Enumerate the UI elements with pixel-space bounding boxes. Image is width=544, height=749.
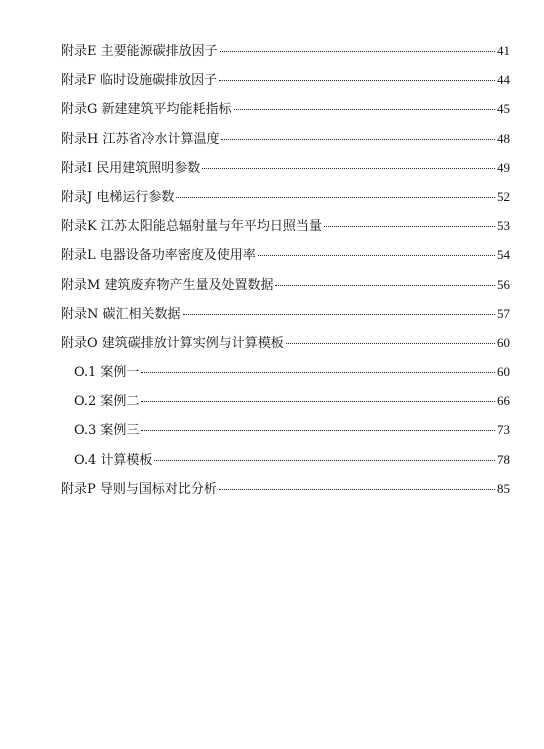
toc-entry-appendix-i[interactable]: [61, 153, 510, 182]
toc-entry-label: 附录O 建筑碳排放计算实例与计算模板: [61, 335, 284, 351]
toc-entry-appendix-f[interactable]: [61, 65, 510, 94]
toc-entry-page: 60: [497, 364, 510, 380]
toc-entry-label: 附录H 江苏省冷水计算温度: [61, 131, 220, 147]
toc-entry-page: 57: [497, 305, 510, 321]
dot-leader: [176, 197, 495, 198]
toc-entry-label: 附录L 电器设备功率密度及使用率: [61, 248, 256, 264]
dot-leader: [202, 168, 495, 169]
toc-entry-page: 54: [497, 247, 510, 263]
toc-entry-label: O.1 案例一: [74, 365, 140, 381]
toc-entry-label: O.2 案例二: [74, 394, 140, 410]
toc-entry-appendix-n[interactable]: [61, 299, 510, 328]
toc-entry-label: 附录G 新建建筑平均能耗指标: [61, 102, 232, 118]
toc-entry-o3[interactable]: [61, 415, 510, 444]
dot-leader: [141, 401, 495, 402]
dot-leader: [154, 460, 495, 461]
toc-entry-label: O.3 案例三: [74, 423, 140, 439]
toc-entry-page: 73: [497, 422, 510, 438]
toc-entry-o4[interactable]: [61, 445, 510, 474]
toc-entry-appendix-k[interactable]: [61, 211, 510, 240]
toc-entry-label: 附录J 电梯运行参数: [61, 189, 175, 205]
dot-leader: [324, 226, 495, 227]
toc-entry-appendix-m[interactable]: [61, 270, 510, 299]
toc-entry-page: 48: [497, 130, 510, 146]
toc-entry-page: 52: [497, 188, 510, 204]
toc-entry-page: 49: [497, 159, 510, 175]
toc-entry-page: 60: [497, 334, 510, 350]
toc-entry-page: 66: [497, 393, 510, 409]
toc-entry-label: 附录E 主要能源碳排放因子: [61, 44, 218, 59]
toc-entry-o2[interactable]: [61, 386, 510, 415]
dot-leader: [221, 139, 495, 140]
toc-entry-page: 56: [497, 276, 510, 292]
toc-entry-label: 附录M 建筑废弃物产生量及处置数据: [61, 277, 274, 293]
dot-leader: [220, 51, 495, 52]
dot-leader: [219, 80, 495, 81]
toc-entry-page: 78: [497, 451, 510, 467]
dot-leader: [183, 314, 495, 315]
toc-entry-appendix-l[interactable]: [61, 240, 510, 269]
table-of-contents: [61, 36, 510, 503]
dot-leader: [234, 109, 495, 110]
dot-leader: [141, 372, 495, 373]
dot-leader: [275, 285, 495, 286]
dot-leader: [258, 255, 495, 256]
dot-leader: [219, 489, 495, 490]
toc-entry-appendix-g[interactable]: [61, 94, 510, 123]
dot-leader: [286, 343, 495, 344]
toc-entry-appendix-e[interactable]: [61, 36, 510, 65]
toc-entry-page: 85: [497, 480, 510, 496]
toc-entry-appendix-j[interactable]: [61, 182, 510, 211]
toc-entry-label: 附录N 碳汇相关数据: [61, 306, 181, 322]
toc-entry-label: 附录F 临时设施碳排放因子: [61, 73, 218, 89]
toc-entry-page: 45: [497, 101, 510, 117]
toc-entry-appendix-p[interactable]: [61, 474, 510, 503]
toc-entry-label: 附录P 导则与国标对比分析: [61, 481, 217, 497]
toc-entry-o1[interactable]: [61, 357, 510, 386]
toc-entry-appendix-o[interactable]: [61, 328, 510, 357]
toc-entry-page: 53: [497, 218, 510, 234]
toc-entry-label: O.4 计算模板: [74, 452, 153, 468]
toc-entry-appendix-h[interactable]: [61, 124, 510, 153]
toc-entry-label: 附录I 民用建筑照明参数: [61, 160, 201, 176]
dot-leader: [141, 430, 495, 431]
toc-entry-label: 附录K 江苏太阳能总辐射量与年平均日照当量: [61, 219, 322, 235]
toc-entry-page: 41: [497, 43, 510, 58]
toc-entry-page: 44: [497, 72, 510, 88]
